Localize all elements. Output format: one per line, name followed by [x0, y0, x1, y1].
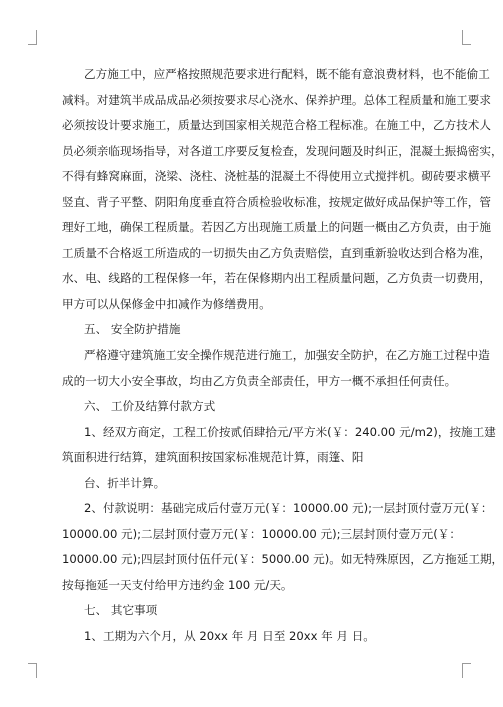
heading-text: 五、 安全防护措施	[84, 322, 181, 337]
section-heading	[62, 598, 440, 624]
crop-mark-bottom-left	[28, 663, 37, 678]
paragraph-line: 成的一切大小安全事故，均由乙方负责全部责任，甲方一概不承担任何责任。	[62, 373, 457, 388]
heading-text: 六、 工价及结算付款方式	[84, 399, 216, 414]
section-heading	[62, 317, 440, 343]
paragraph	[62, 624, 440, 650]
paragraph-line: 严格遵守建筑施工安全操作规范进行施工，加强安全防护，在乙方施工过程中造	[84, 348, 490, 363]
paragraph-line: 员必须亲临现场指导，对各道工序要反复检查，发现问题及时纠正，混凝土振捣密实，	[62, 143, 503, 158]
document-body	[62, 62, 503, 650]
paragraph-line: 水、电、线路的工程保修一年，若在保修期内出工程质量问题，乙方负责一切费用，	[62, 271, 491, 286]
paragraph-line: 理好工地，确保工程质量。若因乙方出现施工质量上的问题一概由乙方负责，由于施	[62, 220, 491, 235]
paragraph	[62, 496, 503, 598]
paragraph-line: 不得有蜂窝麻面，浇梁、浇柱、浇桩基的混凝土不得使用立式搅拌机。砌砖要求横平	[62, 169, 491, 184]
paragraph-line: 筑面积进行结算，建筑面积按国家标准规范计算，雨篷、阳	[62, 450, 364, 465]
paragraph-line: 2、付款说明：基础完成后付壹万元(￥：10000.00 元);一层封顶付壹万元(￥：	[84, 501, 493, 516]
paragraph-line: 台、折半计算。	[84, 475, 166, 490]
crop-mark-bottom-right	[462, 663, 471, 678]
paragraph-line: 1、工期为六个月，从 20xx 年 月 日至 20xx 年 月 日。	[84, 629, 375, 644]
paragraph	[62, 62, 503, 317]
paragraph	[62, 420, 496, 471]
paragraph-line: 按每拖延一天支付给甲方违约金 100 元/天。	[62, 577, 293, 592]
crop-mark-top-left	[28, 30, 37, 45]
crop-mark-top-right	[462, 30, 471, 45]
paragraph-line: 减料。对建筑半成品成品必须按要求尽心浇水、保养护理。总体工程质量和施工要求	[62, 92, 491, 107]
paragraph	[62, 471, 440, 497]
paragraph-line: 乙方施工中，应严格按照规范要求进行配料，既不能有意浪费材料，也不能偷工	[84, 67, 490, 81]
paragraph-line: 竖直、背子平整、阴阳角度垂直符合质检验收标准，按规定做好成品保护等工作，管	[62, 194, 491, 209]
paragraph-line: 1、经双方商定，工程工价按贰佰肆拾元/平方米(￥：240.00 元/m2)，按施工建	[84, 424, 496, 439]
paragraph-line: 工质量不合格返工所造成的一切损失由乙方负责赔偿，直到重新验收达到合格为准，	[62, 245, 491, 260]
paragraph-line: 10000.00 元);四层封顶付伍仟元(￥：5000.00 元)。如无特殊原因，乙方拖延工期，	[62, 552, 503, 567]
section-heading	[62, 394, 440, 420]
paragraph	[62, 343, 490, 394]
paragraph-line: 必须按设计要求施工，质量达到国家相关规范合格工程标准。在施工中，乙方技术人	[62, 118, 491, 133]
heading-text: 七、 其它事项	[84, 603, 158, 618]
paragraph-line: 10000.00 元);二层封顶付壹万元(￥：10000.00 元);三层封顶付壹万元(￥：	[62, 526, 461, 541]
paragraph-line: 甲方可以从保修金中扣减作为修缮费用。	[62, 296, 271, 311]
